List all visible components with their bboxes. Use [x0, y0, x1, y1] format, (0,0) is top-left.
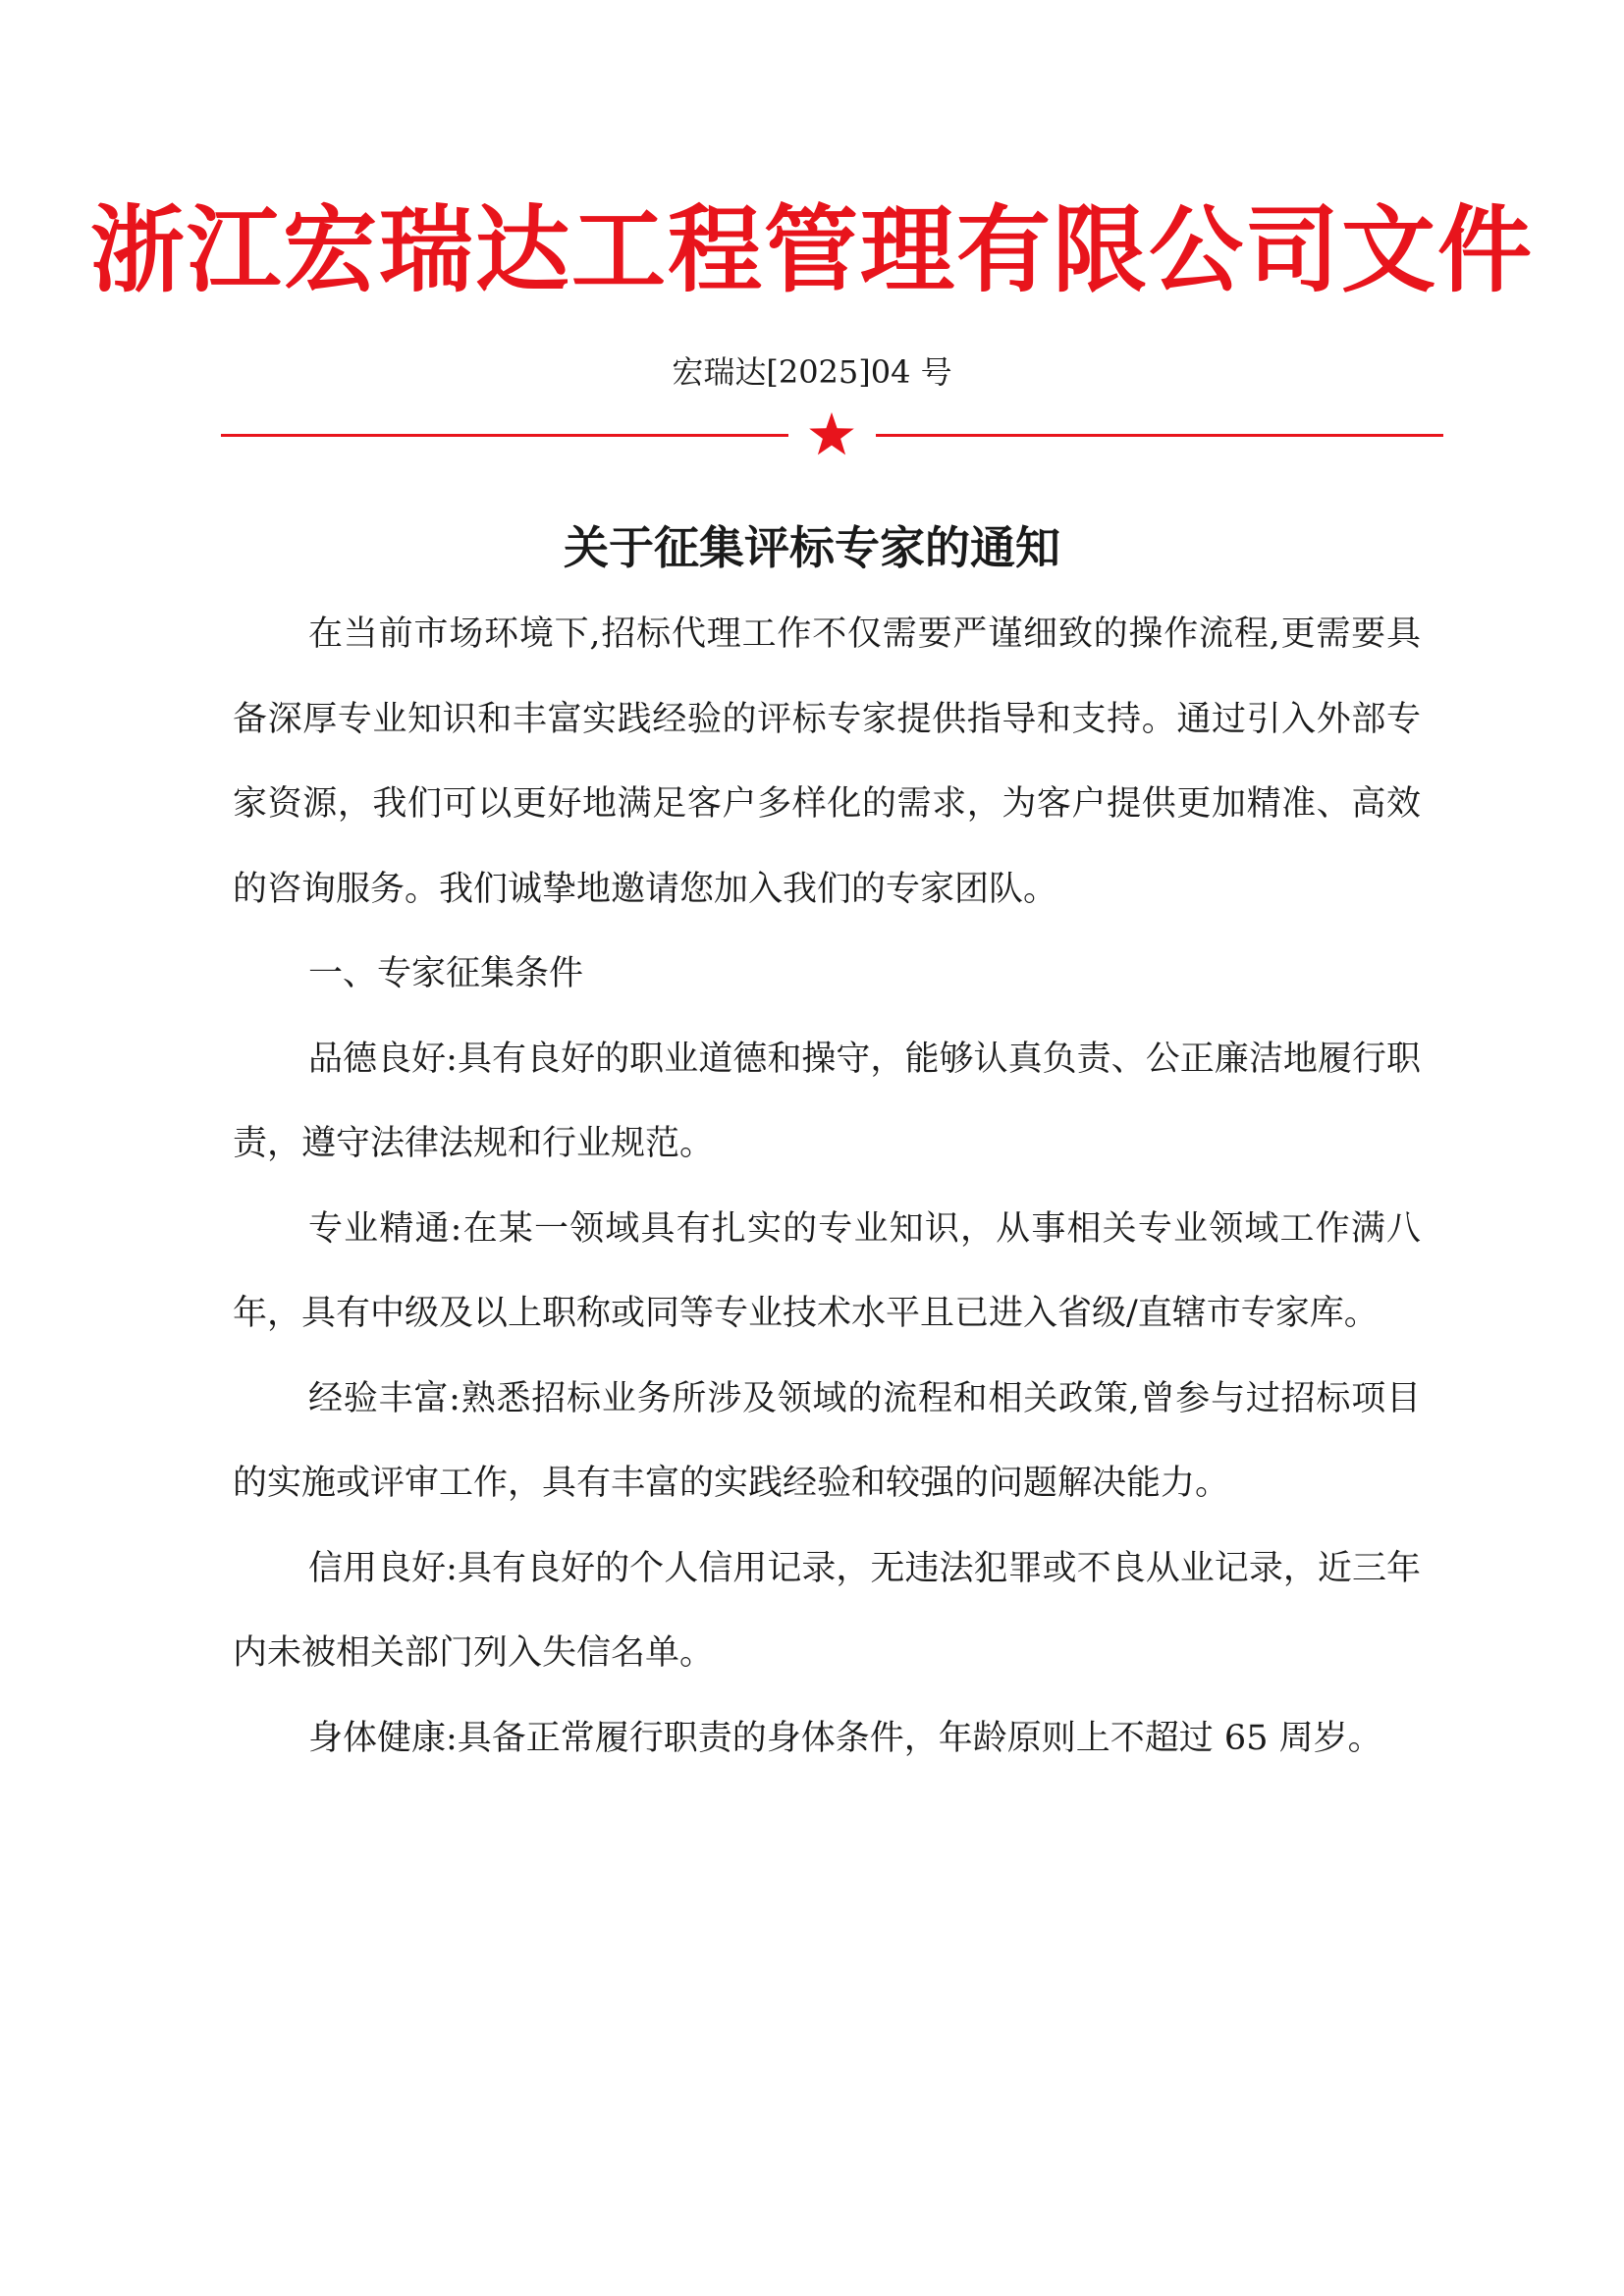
condition-paragraph: 专业精通:在某一领域具有扎实的专业知识，从事相关专业领域工作满八年，具有中级及以上职称或同等专业技术水平且已进入省级/直辖市专家库。 [233, 1208, 1421, 1333]
divider-line-right [876, 434, 1443, 437]
document-number: 宏瑞达[2025]04 号 [672, 353, 952, 391]
condition-paragraph: 品德良好:具有良好的职业道德和操守，能够认真负责、公正廉洁地履行职责，遵守法律法规和行业规范。 [233, 1039, 1421, 1163]
header-divider [221, 410, 1443, 459]
notice-title: 关于征集评标专家的通知 [564, 521, 1060, 574]
notice-body [233, 592, 1421, 1781]
intro-paragraph: 在当前市场环境下,招标代理工作不仅需要严谨细致的操作流程,更需要具备深厚专业知识和丰富实践经验的评标专家提供指导和支持。通过引入外部专家资源，我们可以更好地满足客户多样化的需求，为客户提供更加精准、高效的咨询服务。我们诚挚地邀请您加入我们的专家团队。 [233, 614, 1421, 909]
star-icon [807, 410, 856, 459]
condition-paragraph: 身体健康:具备正常履行职责的身体条件，年龄原则上不超过 65 周岁。 [308, 1718, 1382, 1758]
divider-line-left [221, 434, 788, 437]
star-shape [809, 412, 854, 454]
condition-paragraph: 经验丰富:熟悉招标业务所涉及领域的流程和相关政策,曾参与过招标项目的实施或评审工作，具有丰富的实践经验和较强的问题解决能力。 [233, 1378, 1421, 1503]
condition-paragraph: 信用良好:具有良好的个人信用记录，无违法犯罪或不良从业记录，近三年内未被相关部门列入失信名单。 [233, 1548, 1421, 1673]
section-heading: 一、专家征集条件 [308, 954, 584, 993]
document-header-title: 浙江宏瑞达工程管理有限公司文件 [90, 194, 1534, 305]
